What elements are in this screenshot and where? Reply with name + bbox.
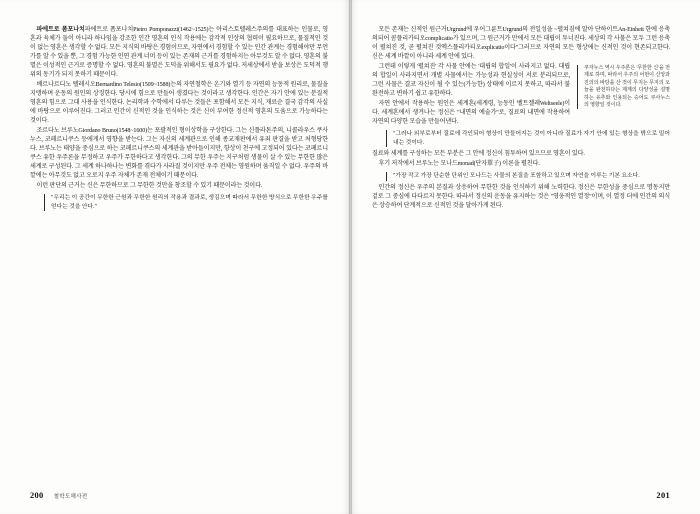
paragraph [30, 127, 328, 181]
paragraph [30, 81, 328, 126]
pull-quote: "그러나 외부로부터 질료에 각인되어 형상이 만들어지는 것이 아니라 질료가 자기 안에 있는 형상을 밖으로 밀어내는 것이다. [386, 130, 670, 147]
paragraph [30, 26, 328, 80]
paragraph [30, 182, 328, 191]
paragraph-text: 인간의 정신은 우주의 본질과 상응하여 무한한 것을 인식하기 위해 노력한다. 정신은 무한성을 중심으로 명동지만 겉로 그 중심에 다다르지 못한다. 따라서 정신의 운동을 유지하는 것은 "영웅적인 열정"이며, 이 열정 더에 인간의 의식은 상승하여 단계적으로 신적인 것을 달아가게 된다. [372, 184, 670, 209]
paragraph-text: 질료와 세계를 구성하는 모든 부분은 그 안에 정신이 침투하여 있으므로 영혼이 있다. [372, 151, 585, 158]
paragraph [372, 184, 670, 211]
entry-term-pomponazzi: 파에트로 폼포나치 [36, 27, 85, 33]
paragraph [372, 26, 670, 62]
right-text-column [372, 26, 670, 456]
page-number: 200 [30, 491, 44, 500]
paragraph-text: 모든 존재는 신적인 원근거Urgrund에 우어그룬트Urgrund의 전일성을 ~펼쳐짐에 알아 단하이트An-Einheit 한에 응축의되어 콤플리카티오complicatio가 있으며, 그 원근거가 만에서 모든 대립이 투너진다. 세상의 각 사물은 모두 그런 응축이 펼쳐진 것, 곧 펼쳐진 것엑스플리카티오explicatio이다"그러므로 자연의 모든 형상에는 신적인 것이 현존되고한다. 신은 세계 바깥이 아니라 세계 안에 있다. [372, 27, 670, 60]
left-page-footer [30, 491, 328, 500]
right-page [350, 0, 700, 514]
right-page-footer [372, 491, 670, 500]
pull-quote: "가장 작고 가장 단순한 단위인 모나드는 사물의 본질을 포함하고 있으며 자연을 이루는 기본 요소다. [386, 172, 670, 181]
left-text-column [30, 26, 328, 456]
paragraph-text: 후기 저작에서 브루노는 모나드monad(단자單子) 이론을 펼친다. [378, 161, 540, 168]
pull-quote: "우리는 이 공간이 무한한 근원과 무한한 원리의 작용과 결과로, 생김으며 따라서 무한한 방식으로 무한한 우주를 얻다는 것을 안다." [44, 194, 328, 211]
paragraph-text: 그런데 이렇게 '펼쳐진' 각 사물 안에는 '대립의 합일'이 사라지고 없다. 대립의 합일이 사라지면서 개별 사물에서는 가능성과 현실성이 서로 분리되므로, 그런 사물은 결코 자신이 될 수 있는(가능한) 상태에 이르지 못하고, 따라서 불완전하고 변하기 쉽고 유한하다. [372, 64, 570, 97]
paragraph-text: 베르나르디노 텔레시오Bernardino Telesio(1509~1588)는의 자연철학은 온기와 열기 등 자연의 능동적 원리로, 물질을 지탱하며 운동의 원인의 상징한다. 당시에 힘으로 만들어 생겼다는 것이라고 생각한다. 인간은 자기 안에 있는 분질적 영혼의 힘으로 그대 사용을 인식한다. 논리학과 수학에서 다루는 것들은 포함해서 모든 지식, 재료순 결국 감각의 사실에 바탕으로 이루어진다. 그러고 인간이 신적인 것을 인식하는 것은 신이 부여한 정신적 영혼의 도움으로 가능하다는 것이다. [30, 82, 328, 124]
paragraph-text: 조르다노 브루노Giordano Bruno(1548~1600)는 포괄적인 형이상학을 구상한다. 그는 신플라톤주의, 니콜라우스 쿠사누스, 코페르니쿠스 등에게서 영향을 받는다. 그는 자신의 세계관으로 인해 종교재판에서 유죄 판결을 받고 처형당한다. 브루노는 태양을 중심으로 하는 코페르니쿠스의 세계관을 받아들이지만, 항상이 천구에 고정되어 있다는 코페르니쿠스 유한 우주론을 무정하고 우주가 무한하다고 생각한다. 그의 무한 우주는 지구처럼 생물이 살 수 있는 무한한 많은 세계로 구성된다. 그 세계 하나하나는 변화를 겪다가 사라질 것이지만 우주 전체는 영원하며 움직일 수 없다. 우주의 바깥에는 아무것도 없고 오로지 우주 자체가 존재 전체이기 때문이다. [30, 128, 328, 179]
paragraph-text: 파에트로 폼포나치Pietro Pomponazzi(1462~1525)는 아리스토텔레스주의를 대표하는 인물로, 영혼과 육체가 둘이 아니라 하나임을 강조한 인간 영혼의 인식 작용에는 감각적 인상의 협력이 필요하므로, 물질적인 것이 없는 영혼은 생각할 수 없다. 모든 지식의 바탕은 경험이므로, 자연에서 경험할 수 있는 인간 관계는 경험해야만 무언가를 알 수 있을 뿐, 그 경험 가능한 인연 관계 너머 등이 있는 존재의 근거를 경험하지는 아무것도 알 수 없다. 영혼의 불멸은 이성적인 근거로 증명할 수 없다. 영혼의 불멸은 도덕을 위해서도 필요가 없다. 저세상에서 받을 보상은 도덕적 행위의 동기가 되지 못하기 때문이다. [30, 27, 328, 78]
paragraph-text: 이런 판단의 근거는 신은 무한하므로 그 무한한 것만을 창조할 수 있기 때문이라는 것이다. [36, 183, 263, 189]
paragraph [372, 160, 670, 169]
page-number: 201 [656, 491, 670, 500]
paragraph [372, 150, 670, 159]
running-head: 철학도해사전 [53, 494, 88, 500]
paragraph-text: 자연 안에서 작용하는 원인은 세계혼(세계령, 능동인 벨트젤레Weltseele)이다. 세계혼에서 생겨나는 정신은 "내면의 예술가"로, 질료의 내면에 작용하여 자연의 다양한 모습을 만들어낸다. [372, 101, 570, 125]
margin-note: 쿠자누스 역시 우주론은 '무한한 신'을 전제로 하며, 따라서 우주의 어떤이 신앙과 진의의 바탕을 산 것이 무지는 무지의 오늘을 완전하다는 제계의 다양성을 설명하는 유추와 인용되는 승어도 쿠사누스의 영향일 것이다. [577, 65, 670, 109]
